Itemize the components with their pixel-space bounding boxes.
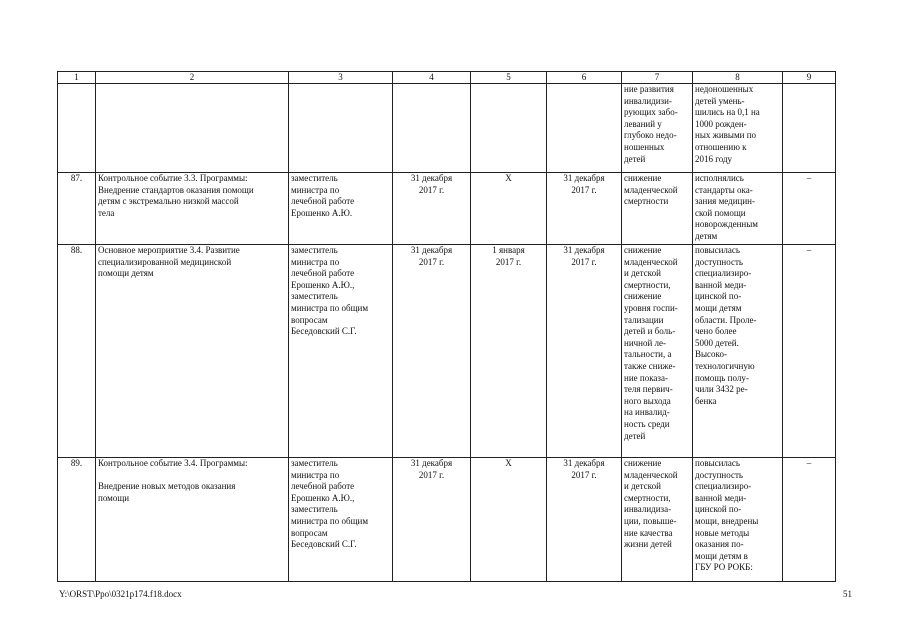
note-cell: –	[783, 245, 836, 458]
achieved-result-cell: исполнялись стандарты ока- зания медицин- ской помощи новорожденным детям	[693, 173, 783, 245]
expected-result-cell: снижение младенческой и детской смертности, инвалидиза- ции, повыше- ние качества жизни детей	[622, 458, 693, 582]
footer-file-path: Y:\ORST\Ppo\0321p174.f18.docx	[59, 589, 182, 599]
row-number-cell: 88.	[58, 245, 96, 458]
event-cell	[96, 84, 289, 173]
start-date-cell: Х	[471, 173, 547, 245]
report-table	[57, 71, 836, 582]
column-number: 3	[289, 72, 393, 84]
responsible-cell: заместитель министра по лечебной работе Ерошенко А.Ю., заместитель министра по общим вопросам Беседовский С.Г.	[289, 458, 393, 582]
plan-date-cell: 31 декабря 2017 г.	[393, 173, 471, 245]
table-row-89	[58, 458, 836, 582]
column-number: 7	[622, 72, 693, 84]
column-number: 8	[693, 72, 783, 84]
page-number: 51	[843, 589, 852, 599]
column-number: 5	[471, 72, 547, 84]
row-number-cell	[58, 84, 96, 173]
start-date-cell: 1 января 2017 г.	[471, 245, 547, 458]
table-row-continuation	[58, 84, 836, 173]
row-number-cell: 89.	[58, 458, 96, 582]
fact-date-cell: 31 декабря 2017 г.	[547, 173, 622, 245]
event-cell: Основное мероприятие 3.4. Развитие специализированной медицинской помощи детям	[96, 245, 289, 458]
achieved-result-cell: повысилась доступность специализиро- ванной меди- цинской по- мощи, внедрены новые методы оказания по- мощи детям в ГБУ РО РОКБ:	[693, 458, 783, 582]
column-number-row	[58, 72, 836, 84]
expected-result-cell: ние развития инвалидизи- рующих забо- леваний у глубоко недо- ношенных детей	[622, 84, 693, 173]
fact-date-cell	[547, 84, 622, 173]
achieved-result-cell: повысилась доступность специализиро- ванной меди- цинской по- мощи детям области. Проле- чено более 5000 детей. Высоко- технологичную помощь полу- чили 3432 ре- бенка	[693, 245, 783, 458]
expected-result-cell: снижение младенческой смертности	[622, 173, 693, 245]
start-date-cell	[471, 84, 547, 173]
start-date-cell: Х	[471, 458, 547, 582]
plan-date-cell	[393, 84, 471, 173]
event-cell: Контрольное событие 3.3. Программы: Внедрение стандартов оказания помощи детям с экстремально низкой массой тела	[96, 173, 289, 245]
event-cell: Контрольное событие 3.4. Программы: Внедрение новых методов оказания помощи	[96, 458, 289, 582]
responsible-cell	[289, 84, 393, 173]
plan-date-cell: 31 декабря 2017 г.	[393, 245, 471, 458]
note-cell: –	[783, 173, 836, 245]
responsible-cell: заместитель министра по лечебной работе Ерошенко А.Ю., заместитель министра по общим вопросам Беседовский С.Г.	[289, 245, 393, 458]
achieved-result-cell: недоношенных детей умень- шились на 0,1 на 1000 рожден- ных живыми по отношению к 2016 году	[693, 84, 783, 173]
column-number: 4	[393, 72, 471, 84]
expected-result-cell: снижение младенческой и детской смертности, снижение уровня госпи- тализации детей и боль- ничной ле- тальности, а также сниже- ние показа- теля первич- ного выхода на инвалид- ность среди детей	[622, 245, 693, 458]
column-number: 6	[547, 72, 622, 84]
note-cell	[783, 84, 836, 173]
table-row-87	[58, 173, 836, 245]
table-row-88	[58, 245, 836, 458]
column-number: 2	[96, 72, 289, 84]
row-number-cell: 87.	[58, 173, 96, 245]
column-number: 9	[783, 72, 836, 84]
note-cell: –	[783, 458, 836, 582]
plan-date-cell: 31 декабря 2017 г.	[393, 458, 471, 582]
column-number: 1	[58, 72, 96, 84]
fact-date-cell: 31 декабря 2017 г.	[547, 458, 622, 582]
responsible-cell: заместитель министра по лечебной работе Ерошенко А.Ю.	[289, 173, 393, 245]
fact-date-cell: 31 декабря 2017 г.	[547, 245, 622, 458]
